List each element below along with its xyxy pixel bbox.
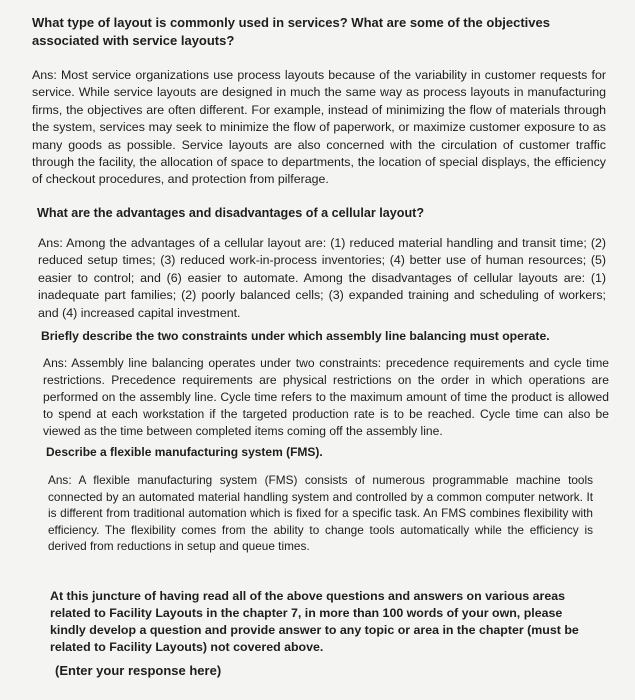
question-service-layouts: What type of layout is commonly used in services? What are some of the objectives associated with service layouts?	[32, 15, 550, 48]
question-cellular-layout: What are the advantages and disadvantages of a cellular layout?	[37, 206, 425, 220]
answer-service-layouts: Ans: Most service organizations use process layouts because of the variability in customer requests for service. While service layouts are designed in much the same way as process layouts in manufacturing firms, the objectives are often different. For example, instead of minimizing the flow of materials through the system, services may seek to minimize the flow of paperwork, or maximize customer exposure to as many goods as possible. Service layouts are also concerned with the circulation of customer traffic through the facility, the allocation of space to departments, the location of special displays, the efficiency of checkout procedures, and protection from pilferage.	[32, 68, 606, 187]
response-placeholder[interactable]: (Enter your response here)	[55, 663, 222, 678]
question-fms: Describe a flexible manufacturing system (FMS).	[46, 445, 323, 459]
assignment-prompt: At this juncture of having read all of the above questions and answers on various areas related to Facility Layouts in the chapter 7, in more than 100 words of your own, please kindly develop a question and provide answer to any topic or area in the chapter (must be related to Facility Layouts) not covered above.	[50, 589, 579, 654]
answer-fms: Ans: A flexible manufacturing system (FMS) consists of numerous programmable machine tools connected by an automated material handling system and controlled by a common computer network. It is different from traditional automation which is fixed for a specific task. An FMS combines flexibility with efficiency. The flexibility comes from the ability to change tools automatically while the efficiency is derived from reductions in setup and queue times.	[48, 473, 593, 554]
answer-cellular-layout: Ans: Among the advantages of a cellular layout are: (1) reduced material handling and transit time; (2) reduced setup times; (3) reduced work-in-process inventories; (4) better use of human resources; (5) easier to control; and (6) easier to automate. Among the disadvantages of cellular layouts are: (1) inadequate part families; (2) poorly balanced cells; (3) expanded training and scheduling of workers; and (4) increased capital investment.	[38, 236, 606, 320]
question-line-balancing: Briefly describe the two constraints under which assembly line balancing must operate.	[41, 329, 550, 343]
answer-line-balancing: Ans: Assembly line balancing operates under two constraints: precedence requirements and cycle time restrictions. Precedence requirements are physical restrictions on the order in which operations are performed on the assembly line. Cycle time refers to the maximum amount of time the product is allowed to spend at each workstation if the targeted production rate is to be reached. Cycle time can also be viewed as the time between completed items coming off the assembly line.	[43, 356, 609, 438]
